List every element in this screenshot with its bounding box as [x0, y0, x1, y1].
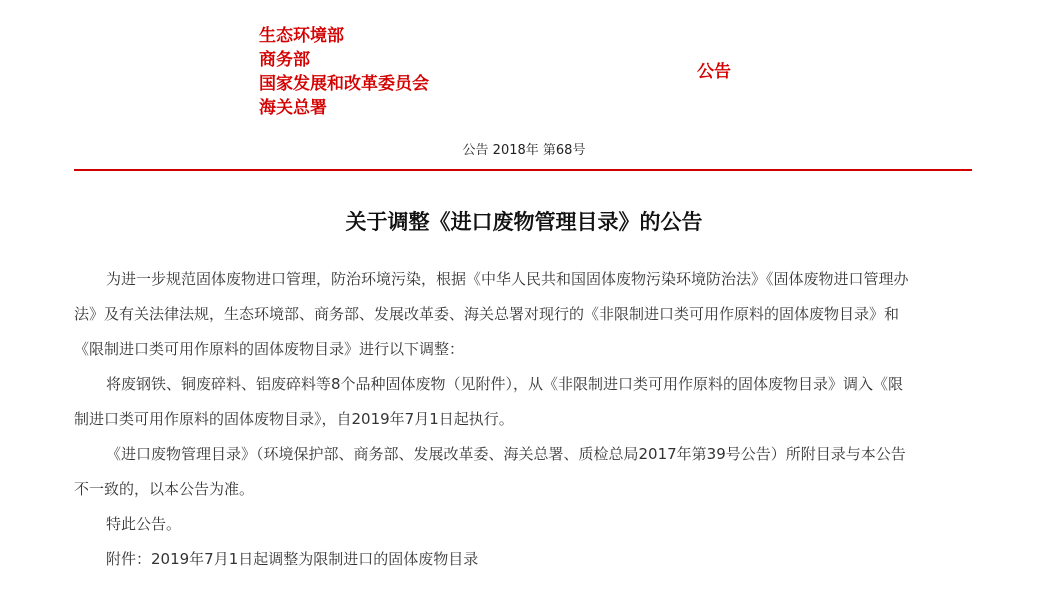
- body-paragraph-1-line-2: 法》及有关法律法规，生态环境部、商务部、发展改革委、海关总署对现行的《非限制进口类可用作原料的固体废物目录》和: [74, 305, 900, 323]
- body-paragraph-3-line-2: 不一致的，以本公告为准。: [74, 480, 255, 498]
- document-body: [74, 262, 972, 577]
- issuer-ndrc: 国家发展和改革委员会: [259, 74, 429, 94]
- document-number: 公告 2018年 第68号: [462, 143, 586, 158]
- notice-heading: 公告: [697, 62, 731, 82]
- document-title: 关于调整《进口废物管理目录》的公告: [345, 210, 703, 234]
- attachment-link[interactable]: 附件：2019年7月1日起调整为限制进口的固体废物目录: [106, 550, 479, 568]
- issuer-ministry-commerce: 商务部: [259, 50, 310, 70]
- body-paragraph-2-line-1: 将废钢铁、铜废碎料、铝废碎料等8个品种固体废物（见附件），从《非限制进口类可用作原料的固体废物目录》调入《限: [106, 375, 904, 393]
- issuer-ministry-ecology-environment: 生态环境部: [259, 26, 344, 46]
- issuer-customs: 海关总署: [259, 98, 327, 118]
- issuing-authorities: [259, 24, 519, 120]
- body-paragraph-1-line-1: 为进一步规范固体废物进口管理，防治环境污染，根据《中华人民共和国固体废物污染环境防治法》《固体废物进口管理办: [106, 270, 909, 288]
- red-divider: [74, 169, 972, 171]
- body-paragraph-1-line-3: 《限制进口类可用作原料的固体废物目录》进行以下调整：: [74, 340, 465, 358]
- closing-statement: 特此公告。: [106, 515, 182, 533]
- body-paragraph-2-line-2: 制进口类可用作原料的固体废物目录》，自2019年7月1日起执行。: [74, 410, 514, 428]
- body-paragraph-3-line-1: 《进口废物管理目录》（环境保护部、商务部、发展改革委、海关总署、质检总局2017年第39号公告）所附目录与本公告: [106, 445, 906, 463]
